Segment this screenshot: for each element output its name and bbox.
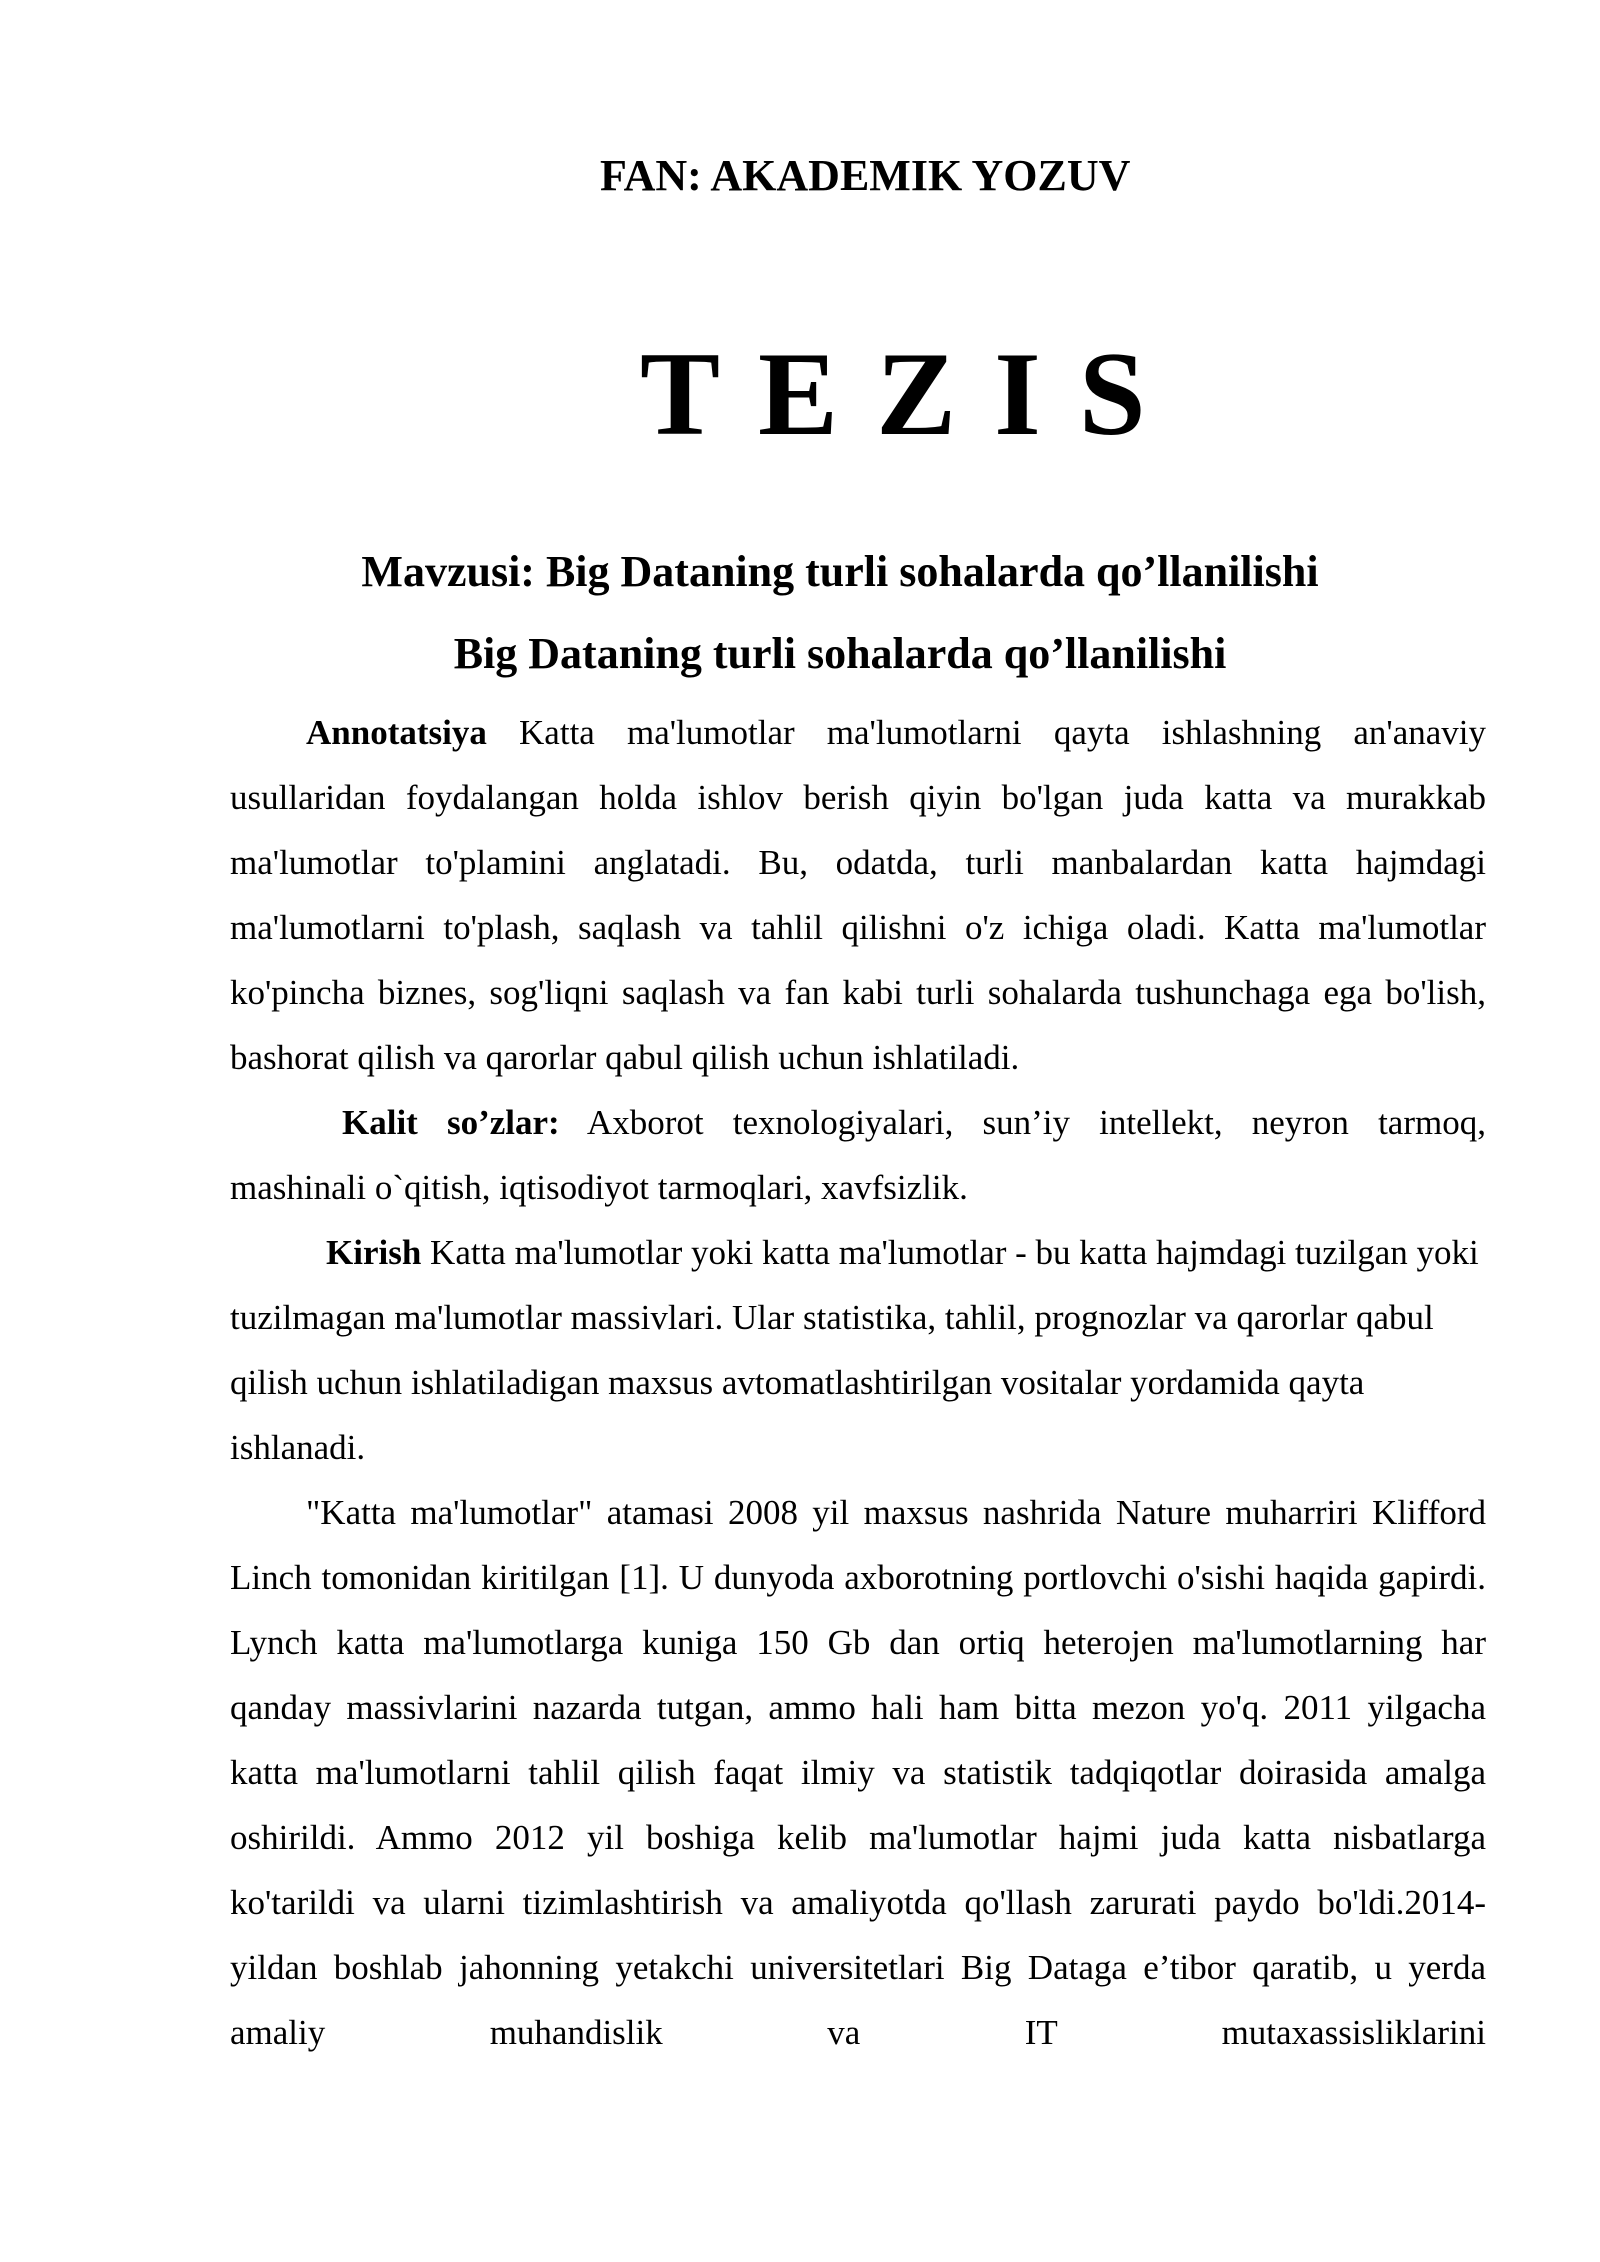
- annotation-text: Katta ma'lumotlar ma'lumotlarni qayta ishlashning an'anaviy usullaridan foydalangan holda ishlov berish qiyin bo'lgan juda katta va murakkab ma'lumotlar to'plamini anglatadi. Bu, odatda, turli manbalardan katta hajmdagi ma'lumotlarni to'plash, saqlash va tahlil qilishni o'z ichiga oladi. Katta ma'lumotlar ko'pincha biznes, sog'liqni saqlash va fan kabi turli sohalarda tushunchaga ega bo'lish, bashorat qilish va qarorlar qabul qilish uchun ishlatiladi.: [230, 713, 1486, 1077]
- keywords-lead: Kalit so’zlar:: [342, 1103, 560, 1142]
- intro-lead: Kirish: [326, 1233, 422, 1272]
- annotation-lead: Annotatsiya: [306, 713, 487, 752]
- subject-heading: FAN: AKADEMIK YOZUV: [600, 151, 1131, 200]
- history-paragraph: [230, 1480, 1486, 2065]
- annotation-paragraph: [230, 700, 1486, 1090]
- intro-text: Katta ma'lumotlar yoki katta ma'lumotlar - bu katta hajmdagi tuzilgan yoki tuzilmagan ma'lumotlar massivlari. Ular statistika, tahlil, prognozlar va qarorlar qabul qilish uchun ishlatiladigan maxsus avtomatlashtirilgan vositalar yordamida qayta ishlanadi.: [230, 1233, 1479, 1467]
- intro-paragraph: [230, 1220, 1486, 1480]
- topic-subtitle: Big Dataning turli sohalarda qo’llanilishi: [453, 629, 1227, 678]
- document-body: [230, 700, 1486, 2065]
- keywords-text: Axborot texnologiyalari, sun’iy intellekt, neyron tarmoq, mashinali o`qitish, iqtisodiyot tarmoqlari, xavfsizlik.: [230, 1103, 1486, 1207]
- keywords-paragraph: [230, 1090, 1486, 1220]
- topic-title: Mavzusi: Big Dataning turli sohalarda qo’llanilishi: [361, 547, 1319, 596]
- document-type-title: TEZIS: [640, 327, 1184, 460]
- history-text: "Katta ma'lumotlar" atamasi 2008 yil maxsus nashrida Nature muharriri Klifford Linch tomonidan kiritilgan [1]. U dunyoda axborotning portlovchi o'sishi haqida gapirdi. Lynch katta ma'lumotlarga kuniga 150 Gb dan ortiq heterojen ma'lumotlarning har qanday massivlarini nazarda tutgan, ammo hali ham bitta mezon yo'q. 2011 yilgacha katta ma'lumotlarni tahlil qilish faqat ilmiy va statistik tadqiqotlar doirasida amalga oshirildi. Ammo 2012 yil boshiga kelib ma'lumotlar hajmi juda katta nisbatlarga ko'tarildi va ularni tizimlashtirish va amaliyotda qo'llash zarurati paydo bo'ldi.2014-yildan boshlab jahonning yetakchi universitetlari Big Dataga e’tibor qaratib, u yerda amaliy muhandislik va IT mutaxassisliklarini: [230, 1493, 1486, 2052]
